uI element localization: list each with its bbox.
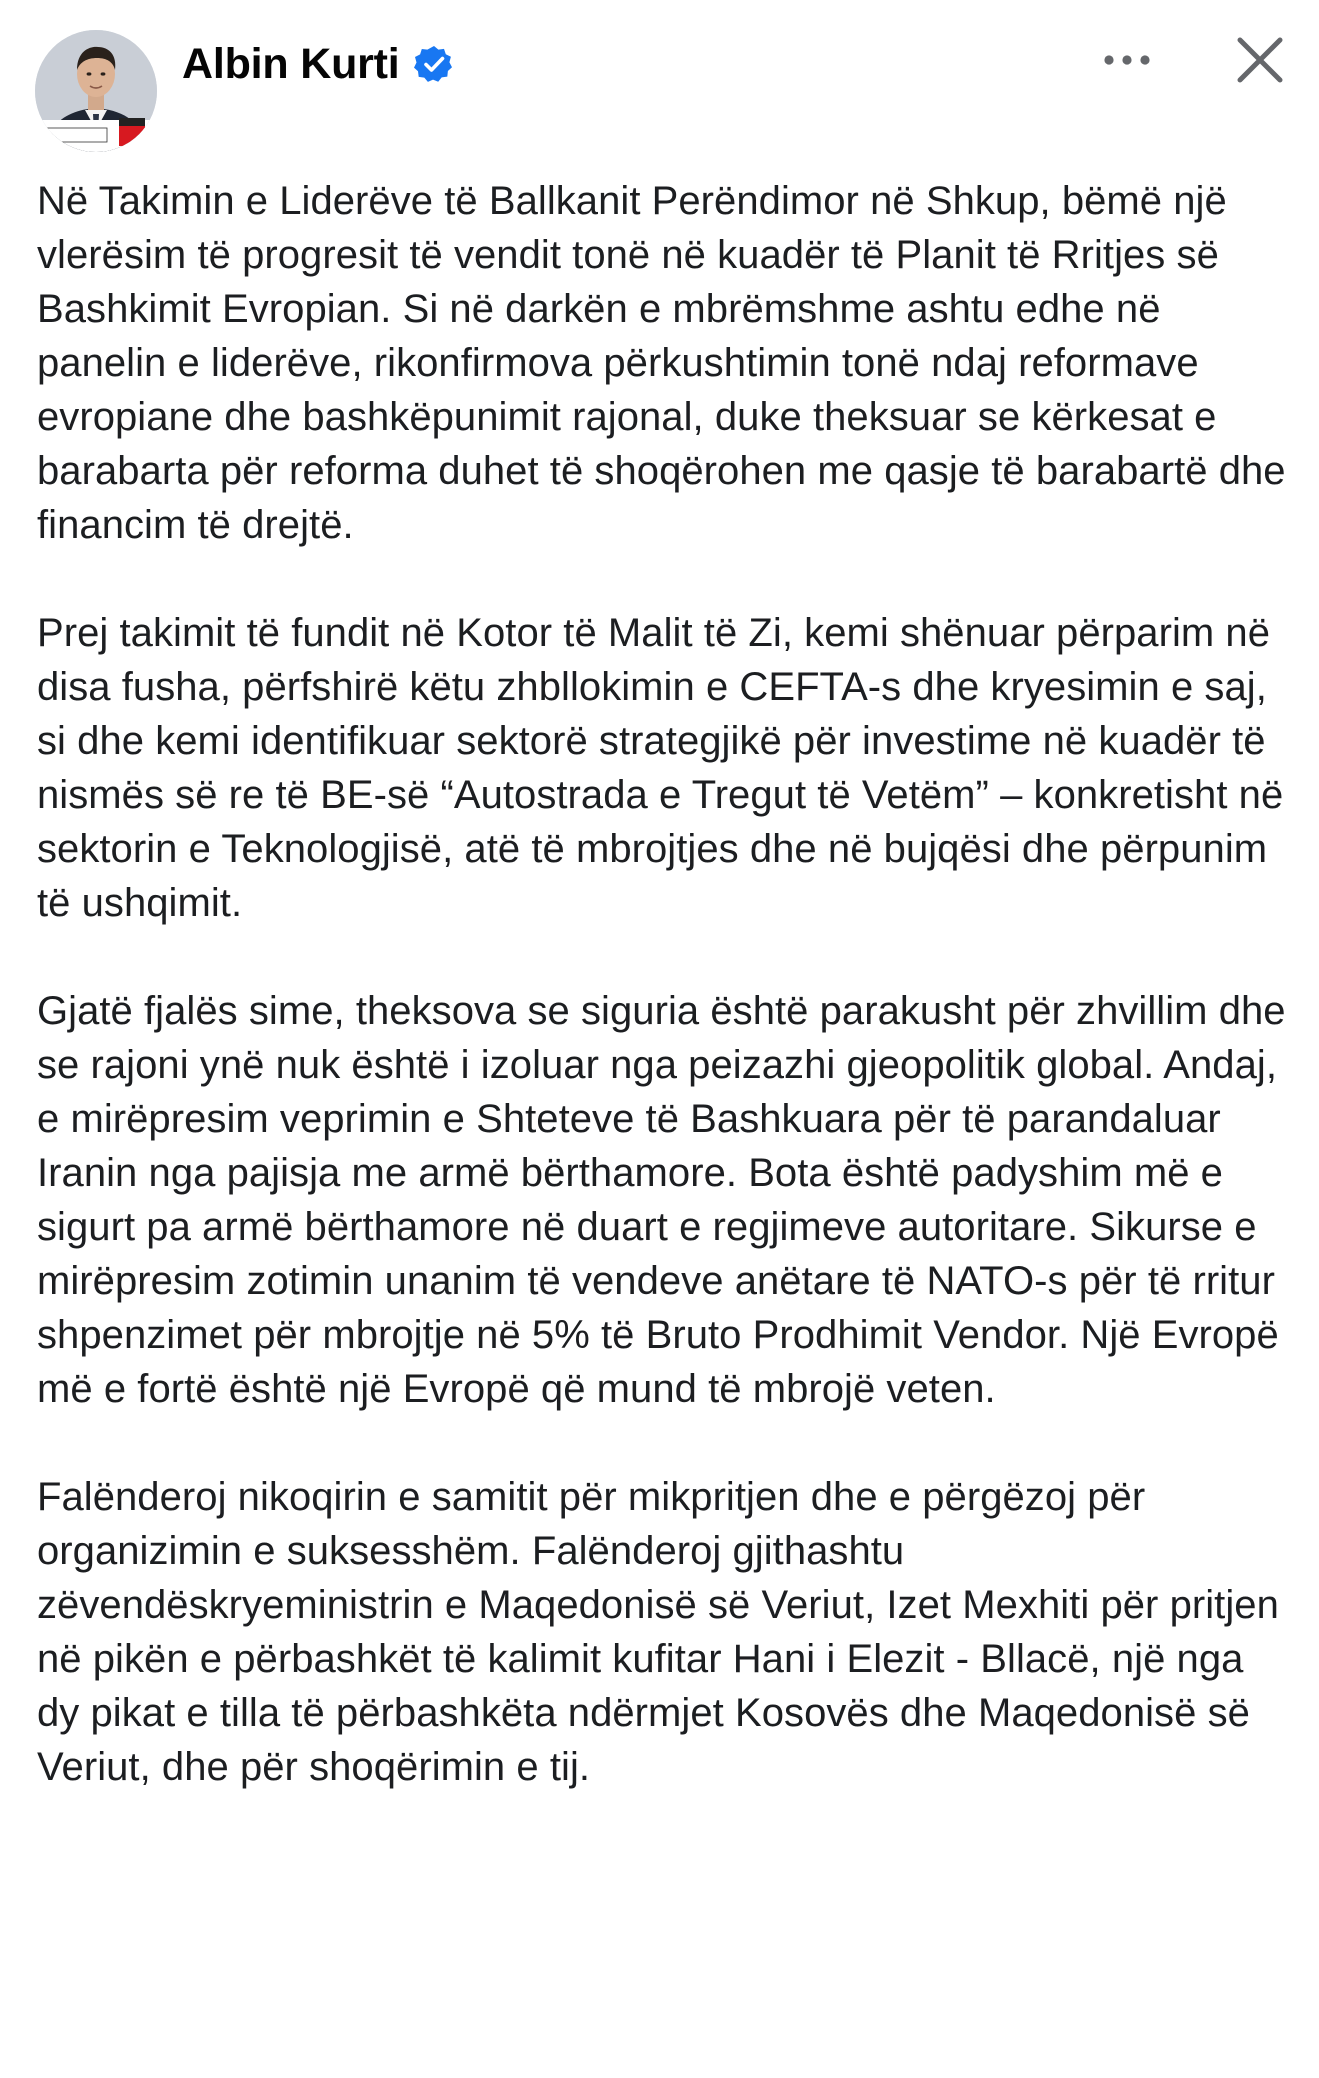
- avatar-image: [35, 30, 157, 152]
- post-paragraph-1: Në Takimin e Liderëve të Ballkanit Perëndimor në Shkup, bëmë një vlerësim të progresit të vendit tonë në kuadër të Planit të Rritjes së Bashkimit Evropian. Si në darkën e mbrëmshme ashtu edhe në panelin e liderëve, rikonfirmova përkushtimin tonë ndaj reformave evropiane dhe bashkëpunimit rajonal, duke theksuar se kërkesat e barabarta për reforma duhet të shoqërohen me qasje të barabartë dhe financim të drejtë.: [37, 179, 1286, 547]
- post-header: [0, 0, 1319, 150]
- verified-badge-icon: [414, 44, 454, 84]
- close-button[interactable]: [1232, 32, 1288, 88]
- post-paragraph-4: Falënderoj nikoqirin e samitit për mikpritjen dhe e përgëzoj për organizimin e suksesshëm. Falënderoj gjithashtu zëvendëskryeministrin e Maqedonisë së Veriut, Izet Mexhiti për pritjen në pikën e përbashkët të kalimit kufitar Hani i Elezit - Bllacë, një nga dy pikat e tilla të përbashkëta ndërmjet Kosovës dhe Maqedonisë së Veriut, dhe për shoqërimin e tij.: [37, 1475, 1279, 1789]
- more-options-icon: [1095, 38, 1159, 82]
- close-icon: [1232, 32, 1288, 88]
- more-options-button[interactable]: [1095, 38, 1159, 82]
- post-paragraph-3: Gjatë fjalës sime, theksova se siguria është parakusht për zhvillim dhe se rajoni ynë nuk është i izoluar nga peizazhi gjeopolitik global. Andaj, e mirëpresim veprimin e Shteteve të Bashkuara për të parandaluar Iranin nga pajisja me armë bërthamore. Bota është padyshim më e sigurt pa armë bërthamore në duart e regjimeve autoritare. Sikurse e mirëpresim zotimin unanim të vendeve anëtare të NATO-s për të rritur shpenzimet për mbrojtje në 5% të Bruto Prodhimit Vendor. Një Evropë më e fortë është një Evropë që mund të mbrojë veten.: [37, 989, 1286, 1411]
- avatar[interactable]: [35, 30, 157, 152]
- post-paragraph-2: Prej takimit të fundit në Kotor të Malit të Zi, kemi shënuar përparim në disa fusha, përfshirë këtu zhbllokimin e CEFTA-s dhe kryesimin e saj, si dhe kemi identifikuar sektorë strategjikë për investime në kuadër të nismës së re të BE-së “Autostrada e Tregut të Vetëm” – konkretisht në sektorin e Teknologjisë, atë të mbrojtjes dhe në bujqësi dhe përpunim të ushqimit.: [37, 611, 1284, 925]
- author-name[interactable]: Albin Kurti: [182, 39, 400, 88]
- author: [182, 36, 454, 92]
- post-text: [37, 174, 1287, 1794]
